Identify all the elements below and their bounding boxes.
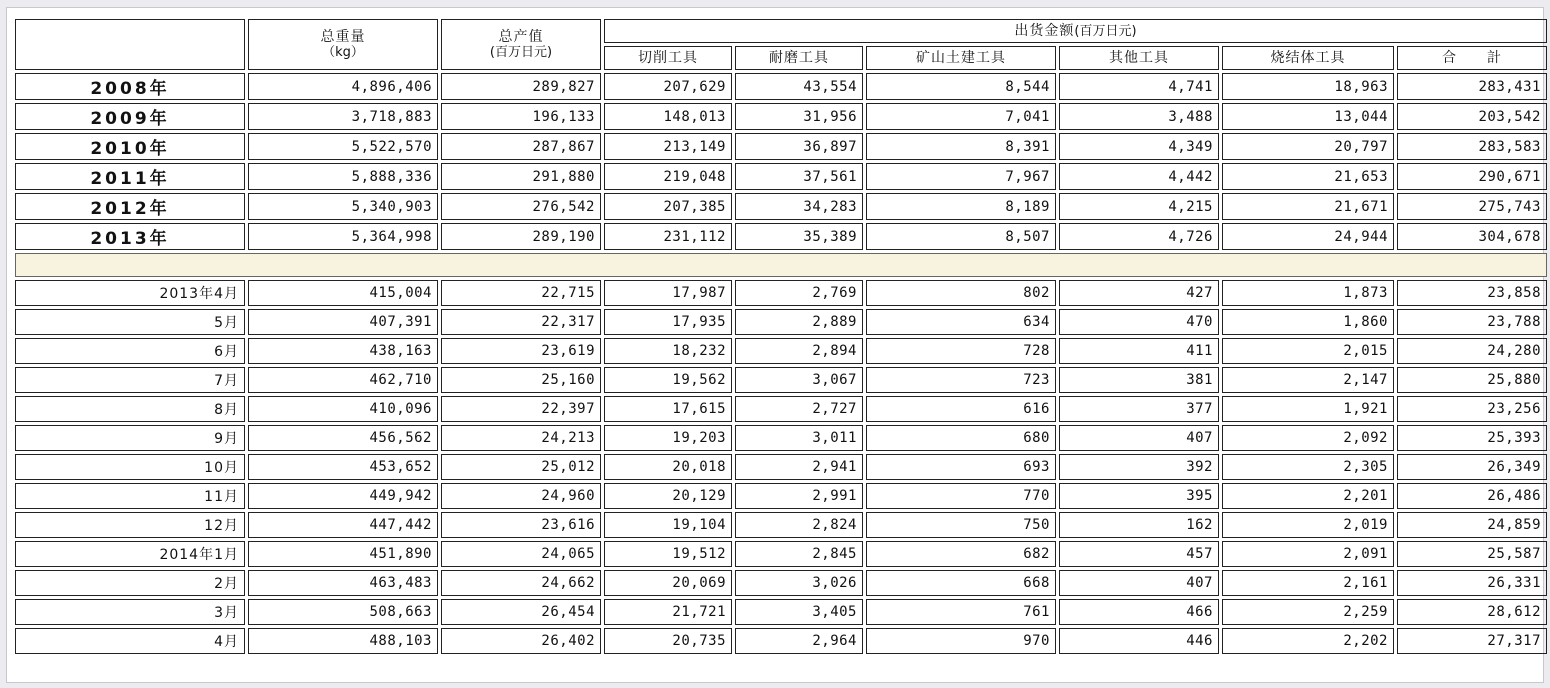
table-cell: 24,213 (441, 425, 601, 451)
table-cell: 451,890 (248, 541, 438, 567)
table-cell: 453,652 (248, 454, 438, 480)
table-cell: 8,189 (866, 193, 1056, 220)
table-cell: 1,860 (1222, 309, 1394, 335)
table-cell: 23,619 (441, 338, 601, 364)
table-cell: 24,944 (1222, 223, 1394, 250)
row-label: 2013年4月 (15, 280, 245, 306)
table-cell: 25,012 (441, 454, 601, 480)
header-col-wear-tools: 耐磨工具 (735, 46, 863, 70)
table-cell: 407,391 (248, 309, 438, 335)
monthly-rows (15, 280, 1547, 654)
monthly-row (15, 425, 1547, 451)
table-cell: 283,431 (1397, 73, 1547, 100)
table-cell: 616 (866, 396, 1056, 422)
monthly-row (15, 628, 1547, 654)
table-cell: 20,129 (604, 483, 732, 509)
table-cell: 8,544 (866, 73, 1056, 100)
annual-row (15, 133, 1547, 160)
table-cell: 21,721 (604, 599, 732, 625)
table-cell: 24,859 (1397, 512, 1547, 538)
table-cell: 2,894 (735, 338, 863, 364)
row-label: 6月 (15, 338, 245, 364)
table-cell: 770 (866, 483, 1056, 509)
monthly-row (15, 599, 1547, 625)
table-cell: 207,629 (604, 73, 732, 100)
table-cell: 2,889 (735, 309, 863, 335)
table-cell: 291,880 (441, 163, 601, 190)
table-cell: 457 (1059, 541, 1219, 567)
table-cell: 31,956 (735, 103, 863, 130)
table-cell: 231,112 (604, 223, 732, 250)
table-cell: 21,671 (1222, 193, 1394, 220)
table-cell: 26,349 (1397, 454, 1547, 480)
table-cell: 219,048 (604, 163, 732, 190)
table-cell: 3,488 (1059, 103, 1219, 130)
table-cell: 427 (1059, 280, 1219, 306)
table-cell: 2,201 (1222, 483, 1394, 509)
table-cell: 17,987 (604, 280, 732, 306)
row-label: 9月 (15, 425, 245, 451)
table-cell: 466 (1059, 599, 1219, 625)
annual-row (15, 163, 1547, 190)
table-cell: 381 (1059, 367, 1219, 393)
table-cell: 2,845 (735, 541, 863, 567)
table-cell: 463,483 (248, 570, 438, 596)
table-cell: 634 (866, 309, 1056, 335)
monthly-row (15, 367, 1547, 393)
table-cell: 22,715 (441, 280, 601, 306)
table-cell: 2,991 (735, 483, 863, 509)
table-cell: 289,190 (441, 223, 601, 250)
table-cell: 28,612 (1397, 599, 1547, 625)
header-total-value-unit: (百万日元) (489, 44, 553, 60)
table-cell: 488,103 (248, 628, 438, 654)
monthly-row (15, 454, 1547, 480)
table-cell: 25,880 (1397, 367, 1547, 393)
table-cell: 23,256 (1397, 396, 1547, 422)
annual-row (15, 223, 1547, 250)
table-cell: 682 (866, 541, 1056, 567)
table-cell: 5,522,570 (248, 133, 438, 160)
table-cell: 447,442 (248, 512, 438, 538)
table-cell: 410,096 (248, 396, 438, 422)
table-cell: 668 (866, 570, 1056, 596)
table-cell: 213,149 (604, 133, 732, 160)
table-cell: 2,941 (735, 454, 863, 480)
header-col-mining-tools: 矿山土建工具 (866, 46, 1056, 70)
table-cell: 693 (866, 454, 1056, 480)
table-cell: 19,512 (604, 541, 732, 567)
header-total-weight-label: 总重量 (320, 28, 366, 45)
separator-row (15, 253, 1547, 277)
table-cell: 20,069 (604, 570, 732, 596)
table-cell: 26,454 (441, 599, 601, 625)
table-cell: 2,305 (1222, 454, 1394, 480)
table-cell: 4,215 (1059, 193, 1219, 220)
table-cell: 3,026 (735, 570, 863, 596)
table-cell: 446 (1059, 628, 1219, 654)
annual-row (15, 193, 1547, 220)
table-cell: 17,935 (604, 309, 732, 335)
row-label: 2008年 (15, 73, 245, 100)
table-cell: 3,067 (735, 367, 863, 393)
row-label: 2014年1月 (15, 541, 245, 567)
table-cell: 18,232 (604, 338, 732, 364)
table-cell: 290,671 (1397, 163, 1547, 190)
table-cell: 456,562 (248, 425, 438, 451)
table-cell: 470 (1059, 309, 1219, 335)
row-label: 11月 (15, 483, 245, 509)
table-cell: 24,662 (441, 570, 601, 596)
table-cell: 2,824 (735, 512, 863, 538)
table-cell: 25,160 (441, 367, 601, 393)
table-cell: 162 (1059, 512, 1219, 538)
table-cell: 43,554 (735, 73, 863, 100)
table-cell: 20,797 (1222, 133, 1394, 160)
table-cell: 438,163 (248, 338, 438, 364)
table-cell: 728 (866, 338, 1056, 364)
table-cell: 37,561 (735, 163, 863, 190)
table-cell: 5,364,998 (248, 223, 438, 250)
table-cell: 18,963 (1222, 73, 1394, 100)
table-cell: 20,018 (604, 454, 732, 480)
table-cell: 275,743 (1397, 193, 1547, 220)
table-cell: 23,788 (1397, 309, 1547, 335)
table-cell: 4,442 (1059, 163, 1219, 190)
monthly-row (15, 541, 1547, 567)
table-cell: 27,317 (1397, 628, 1547, 654)
row-label: 10月 (15, 454, 245, 480)
table-cell: 19,203 (604, 425, 732, 451)
table-cell: 283,583 (1397, 133, 1547, 160)
table-cell: 3,718,883 (248, 103, 438, 130)
header-total-value-label: 总产值 (498, 28, 544, 45)
table-cell: 22,317 (441, 309, 601, 335)
table-cell: 24,065 (441, 541, 601, 567)
table-cell: 680 (866, 425, 1056, 451)
table-cell: 2,727 (735, 396, 863, 422)
table-cell: 2,161 (1222, 570, 1394, 596)
table-cell: 23,616 (441, 512, 601, 538)
table-cell: 207,385 (604, 193, 732, 220)
table-cell: 13,044 (1222, 103, 1394, 130)
table-cell: 35,389 (735, 223, 863, 250)
row-label: 2013年 (15, 223, 245, 250)
table-cell: 2,015 (1222, 338, 1394, 364)
table-cell: 1,873 (1222, 280, 1394, 306)
table-cell: 2,091 (1222, 541, 1394, 567)
table-cell: 750 (866, 512, 1056, 538)
table-cell: 34,283 (735, 193, 863, 220)
table-cell: 392 (1059, 454, 1219, 480)
annual-row (15, 73, 1547, 100)
table-cell: 19,562 (604, 367, 732, 393)
row-label: 3月 (15, 599, 245, 625)
header-col-other-tools: 其他工具 (1059, 46, 1219, 70)
table-cell: 802 (866, 280, 1056, 306)
row-label: 4月 (15, 628, 245, 654)
table-cell: 21,653 (1222, 163, 1394, 190)
table-cell: 5,340,903 (248, 193, 438, 220)
table-cell: 26,402 (441, 628, 601, 654)
table-cell: 1,921 (1222, 396, 1394, 422)
table-cell: 508,663 (248, 599, 438, 625)
table-cell: 287,867 (441, 133, 601, 160)
table-cell: 723 (866, 367, 1056, 393)
table-cell: 26,331 (1397, 570, 1547, 596)
table-cell: 26,486 (1397, 483, 1547, 509)
table-cell: 17,615 (604, 396, 732, 422)
table-cell: 7,041 (866, 103, 1056, 130)
table-cell: 411 (1059, 338, 1219, 364)
annual-row (15, 103, 1547, 130)
table-cell: 22,397 (441, 396, 601, 422)
table-cell: 4,726 (1059, 223, 1219, 250)
table-cell: 970 (866, 628, 1056, 654)
table-cell: 4,896,406 (248, 73, 438, 100)
table-cell: 20,735 (604, 628, 732, 654)
table-cell: 289,827 (441, 73, 601, 100)
header-total-value (441, 19, 601, 70)
table-cell: 24,280 (1397, 338, 1547, 364)
row-label: 2月 (15, 570, 245, 596)
monthly-row (15, 570, 1547, 596)
header-col-total: 合 計 (1397, 46, 1547, 70)
monthly-row (15, 396, 1547, 422)
annual-rows (15, 73, 1547, 250)
table-cell: 304,678 (1397, 223, 1547, 250)
monthly-row (15, 280, 1547, 306)
table-frame (6, 7, 1544, 683)
table-cell: 449,942 (248, 483, 438, 509)
table-cell: 25,393 (1397, 425, 1547, 451)
row-label: 2010年 (15, 133, 245, 160)
monthly-row (15, 483, 1547, 509)
header-col-cutting-tools: 切削工具 (604, 46, 732, 70)
table-cell: 377 (1059, 396, 1219, 422)
row-label: 7月 (15, 367, 245, 393)
header-total-weight-unit: （kg） (322, 44, 364, 60)
header-shipment-group-unit: (百万日元) (1074, 23, 1137, 39)
shipment-table (12, 16, 1550, 657)
row-label: 2011年 (15, 163, 245, 190)
table-cell: 2,259 (1222, 599, 1394, 625)
table-cell: 23,858 (1397, 280, 1547, 306)
header-corner-cell (15, 19, 245, 70)
table-cell: 19,104 (604, 512, 732, 538)
monthly-row (15, 309, 1547, 335)
table-cell: 276,542 (441, 193, 601, 220)
header-total-weight (248, 19, 438, 70)
table-cell: 4,349 (1059, 133, 1219, 160)
table-cell: 5,888,336 (248, 163, 438, 190)
separator (15, 253, 1547, 277)
separator-cell (15, 253, 1547, 277)
table-cell: 395 (1059, 483, 1219, 509)
table-cell: 4,741 (1059, 73, 1219, 100)
table-cell: 462,710 (248, 367, 438, 393)
table-cell: 8,507 (866, 223, 1056, 250)
table-cell: 407 (1059, 570, 1219, 596)
table-cell: 8,391 (866, 133, 1056, 160)
row-label: 2012年 (15, 193, 245, 220)
row-label: 8月 (15, 396, 245, 422)
table-cell: 203,542 (1397, 103, 1547, 130)
table-cell: 761 (866, 599, 1056, 625)
header-row-1 (15, 19, 1547, 43)
header-shipment-group (604, 19, 1547, 43)
table-cell: 2,964 (735, 628, 863, 654)
header-shipment-group-label: 出货金额 (1014, 22, 1075, 39)
row-label: 12月 (15, 512, 245, 538)
table-cell: 2,202 (1222, 628, 1394, 654)
table-cell: 36,897 (735, 133, 863, 160)
table-cell: 415,004 (248, 280, 438, 306)
table-cell: 2,147 (1222, 367, 1394, 393)
table-cell: 25,587 (1397, 541, 1547, 567)
table-cell: 2,019 (1222, 512, 1394, 538)
table-cell: 3,011 (735, 425, 863, 451)
table-cell: 3,405 (735, 599, 863, 625)
row-label: 2009年 (15, 103, 245, 130)
monthly-row (15, 512, 1547, 538)
row-label: 5月 (15, 309, 245, 335)
table-cell: 2,769 (735, 280, 863, 306)
monthly-row (15, 338, 1547, 364)
table-cell: 148,013 (604, 103, 732, 130)
table-cell: 196,133 (441, 103, 601, 130)
table-cell: 2,092 (1222, 425, 1394, 451)
table-cell: 24,960 (441, 483, 601, 509)
header-col-sintered-tools: 烧结体工具 (1222, 46, 1394, 70)
table-cell: 7,967 (866, 163, 1056, 190)
table-cell: 407 (1059, 425, 1219, 451)
